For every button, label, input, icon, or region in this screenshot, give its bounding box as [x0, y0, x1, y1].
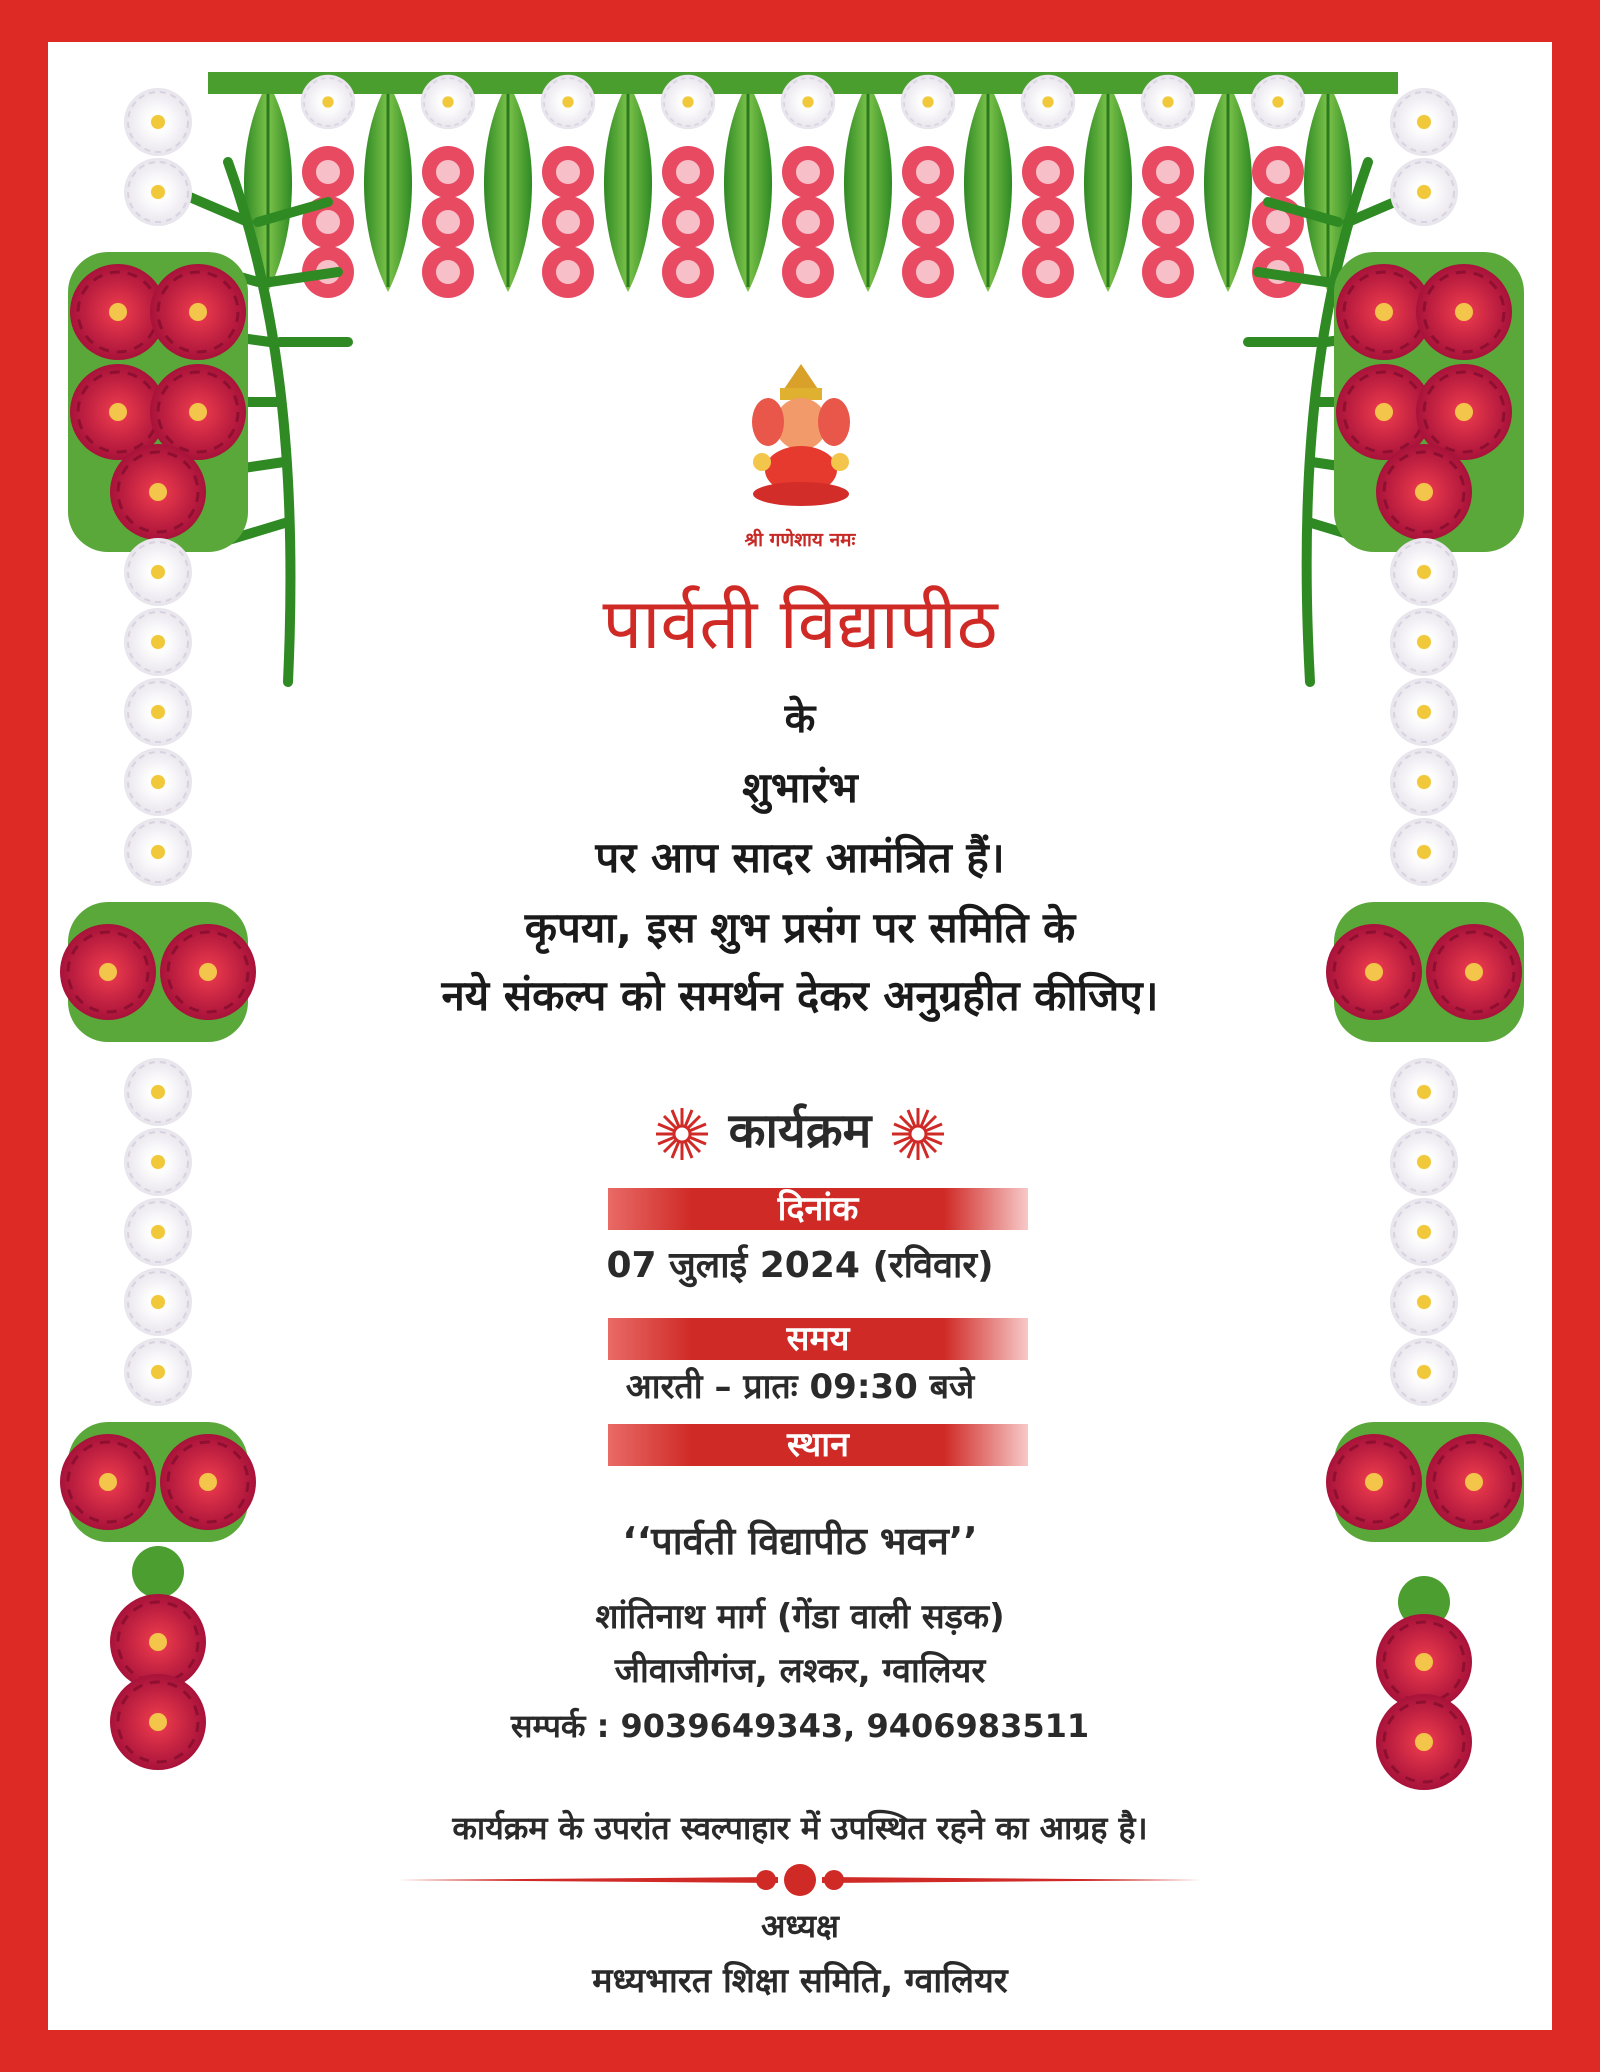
venue-label: स्थान: [787, 1425, 849, 1465]
date-label-band: [608, 1188, 1028, 1230]
time-value: आरती – प्रातः 09:30 बजे: [625, 1367, 975, 1407]
invocation-text: श्री गणेशाय नमः: [744, 529, 856, 551]
sparkle-icon: [652, 1104, 712, 1164]
signatory-title: अध्यक्ष: [761, 1907, 839, 1945]
line-support: नये संकल्प को समर्थन देकर अनुग्रहीत कीजिए।: [441, 971, 1159, 1020]
invitation-card: [48, 42, 1552, 2030]
contact-numbers: सम्पर्क : 9039649343, 9406983511: [510, 1707, 1090, 1745]
line-request: कृपया, इस शुभ प्रसंग पर समिति के: [524, 903, 1076, 952]
divider-dots-icon: [398, 1860, 1202, 1900]
address-line2: जीवाजीगंज, लश्कर, ग्वालियर: [614, 1651, 986, 1691]
venue-label-band: [608, 1424, 1028, 1466]
program-heading: कार्यक्रम: [728, 1103, 872, 1159]
time-label: समय: [786, 1319, 850, 1359]
venue-name: ‘‘पार्वती विद्यापीठ भवन’’: [622, 1519, 978, 1563]
program-heading-row: [48, 1100, 1552, 1164]
date-value: 07 जुलाई 2024 (रविवार): [606, 1245, 994, 1286]
hanging-flowers: [301, 75, 1305, 298]
refreshment-note: कार्यक्रम के उपरांत स्वल्पाहार में उपस्थित रहने का आग्रह है।: [452, 1809, 1148, 1847]
signatory-organization: मध्यभारत शिक्षा समिति, ग्वालियर: [592, 1961, 1008, 2001]
date-label: दिनांक: [777, 1189, 859, 1229]
line-invitation: पर आप सादर आमंत्रित हैं।: [595, 833, 1005, 882]
address-line1: शांतिनाथ मार्ग (गेंडा वाली सड़क): [595, 1597, 1005, 1637]
line-ke: के: [784, 696, 816, 742]
institution-title: पार्वती विद्यापीठ: [602, 583, 998, 665]
line-shubharambh: शुभारंभ: [742, 763, 858, 812]
sparkle-icon: [888, 1104, 948, 1164]
ganesha-icon: [742, 358, 860, 508]
time-label-band: [608, 1318, 1028, 1360]
